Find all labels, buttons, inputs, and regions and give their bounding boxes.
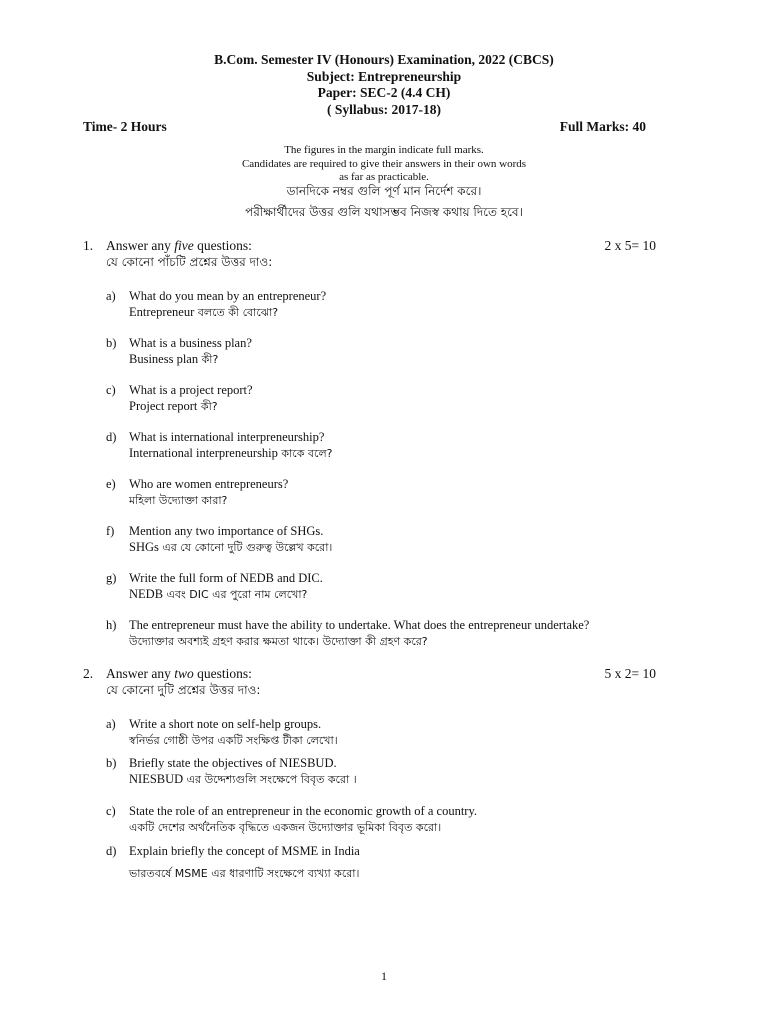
question-text-part: Answer any [106, 238, 175, 253]
item-text-bn-part: কী? [197, 400, 218, 413]
question-text-bn: যে কোনো পাঁচটি প্রশ্নের উত্তর দাও: [106, 255, 273, 269]
paper-line: Paper: SEC-2 (4.4 CH) [317, 85, 451, 100]
item-text: What is international interpreneurship? [129, 430, 325, 444]
item-text-bn [129, 732, 338, 749]
item-text-bn-part: ভারতবর্ষে MSME এর ধারণাটি সংক্ষেপে ব্যখ্যা করো। [129, 867, 360, 880]
item-text: Mention any two importance of SHGs. [129, 524, 324, 538]
item-text-bn [129, 445, 332, 462]
item-text-bn [129, 586, 307, 603]
time-label: Time- 2 Hours [83, 119, 167, 134]
item-text: Write a short note on self-help groups. [129, 717, 322, 731]
item-text-bn [129, 771, 357, 788]
item-text: What do you mean by an entrepreneur? [129, 289, 327, 303]
item-letter: h) [106, 618, 117, 632]
item-text-bn-part: মহিলা উদ্যোক্তা কারা? [129, 494, 228, 507]
item-text-bn [129, 492, 227, 509]
item-letter: b) [106, 756, 117, 770]
instruction-line: as far as practicable. [339, 171, 429, 183]
item-letter: e) [106, 477, 116, 491]
question-number: 2. [83, 666, 94, 681]
instructions-english [0, 144, 768, 185]
item-text: Explain briefly the concept of MSME in India [129, 844, 360, 858]
exam-header [0, 52, 768, 118]
instruction-line: Candidates are required to give their answers in their own words [241, 157, 527, 170]
item-text: Write the full form of NEDB and DIC. [129, 571, 323, 585]
item-text-bn-latin: NIESBUD [129, 772, 184, 786]
item-letter: c) [106, 383, 116, 397]
item-text: What is a project report? [129, 383, 253, 397]
item-text-bn [129, 633, 428, 650]
item-letter: b) [106, 336, 117, 350]
item-letter: c) [106, 804, 116, 818]
question-text-part: questions: [193, 238, 252, 253]
page-number: 1 [381, 969, 387, 983]
instruction-line-bn: পরীক্ষার্থীদের উত্তর গুলি যথাসম্ভব নিজস্ব কথায় দিতে হবে। [245, 205, 523, 219]
subject-line: Subject: Entrepreneurship [306, 68, 462, 84]
question-count: five [174, 238, 194, 253]
question-number: 1. [83, 238, 94, 253]
question-text-part: Answer any [106, 666, 175, 681]
item-letter: a) [106, 717, 116, 731]
item-text: Who are women entrepreneurs? [129, 477, 289, 491]
instructions-bengali [0, 181, 768, 223]
item-text-bn [129, 539, 332, 556]
item-text-bn-latin: Business plan [129, 352, 199, 366]
item-text-bn-latin: Project report [129, 399, 198, 413]
item-letter: d) [106, 430, 117, 444]
question-text-bn: যে কোনো দুটি প্রশ্নের উত্তর দাও: [106, 683, 261, 697]
item-text-bn-part: একটি দেশের অর্থনৈতিক বৃদ্ধিতে একজন উদ্যোক্তার ভূমিকা বিবৃত করো। [129, 821, 442, 834]
item-text-bn [129, 304, 278, 321]
item-text-bn-part: কাকে বলে? [277, 447, 333, 460]
question-text [106, 238, 252, 254]
item-text-bn [129, 398, 218, 415]
item-text: The entrepreneur must have the ability to undertake. What does the entrepreneur undertake? [129, 618, 590, 632]
exam-title: B.Com. Semester IV (Honours) Examination, 2022 (CBCS) [214, 52, 554, 67]
item-text-bn [129, 865, 359, 882]
instruction-line-bn: ডানদিকে নম্বর গুলি পূর্ণ মান নির্দেশ করে। [286, 184, 482, 198]
instruction-line: The figures in the margin indicate full marks. [284, 144, 484, 156]
item-text-bn-part: কী? [198, 353, 219, 366]
item-text-bn [129, 819, 441, 836]
item-text-bn-latin: International interpreneurship [129, 446, 278, 460]
item-text-bn-latin: SHGs [129, 540, 159, 554]
item-text-bn-latin: NEDB [129, 587, 164, 601]
item-text-bn-part: এবং DIC এর পুরো নাম লেখো? [163, 588, 308, 601]
item-text-bn-part: এর উদ্দেশ্যগুলি সংক্ষেপে বিবৃত করো । [183, 773, 357, 786]
item-letter: f) [106, 524, 115, 538]
full-marks-label: Full Marks: 40 [559, 119, 646, 134]
item-text-bn-part: স্বনির্ভর গোষ্ঠী উপর একটি সংক্ষিপ্ত টীকা লেখো। [129, 734, 338, 747]
item-text-bn-part: এর যে কোনো দুটি গুরুত্ব উল্লেখ করো। [158, 541, 333, 554]
item-text-bn-part: উদ্যোক্তার অবশ্যই গ্রহণ করার ক্ষমতা থাকে। উদ্যোক্তা কী গ্রহণ করে? [129, 635, 428, 648]
item-letter: a) [106, 289, 116, 303]
item-text-bn-part: বলতে কী বোঝো? [194, 306, 279, 319]
item-text: Briefly state the objectives of NIESBUD. [129, 756, 337, 770]
question-text-part: questions: [193, 666, 252, 681]
question-marks: 5 x 2= 10 [604, 666, 656, 681]
question-count: two [174, 666, 194, 681]
item-text-bn [129, 351, 218, 368]
syllabus-line: ( Syllabus: 2017-18) [326, 101, 441, 117]
question-text [106, 666, 252, 682]
question-marks: 2 x 5= 10 [604, 238, 656, 253]
item-text: State the role of an entrepreneur in the economic growth of a country. [129, 804, 478, 818]
item-text-bn-latin: Entrepreneur [129, 305, 195, 319]
item-letter: d) [106, 844, 117, 858]
item-letter: g) [106, 571, 117, 585]
item-text: What is a business plan? [129, 336, 252, 350]
